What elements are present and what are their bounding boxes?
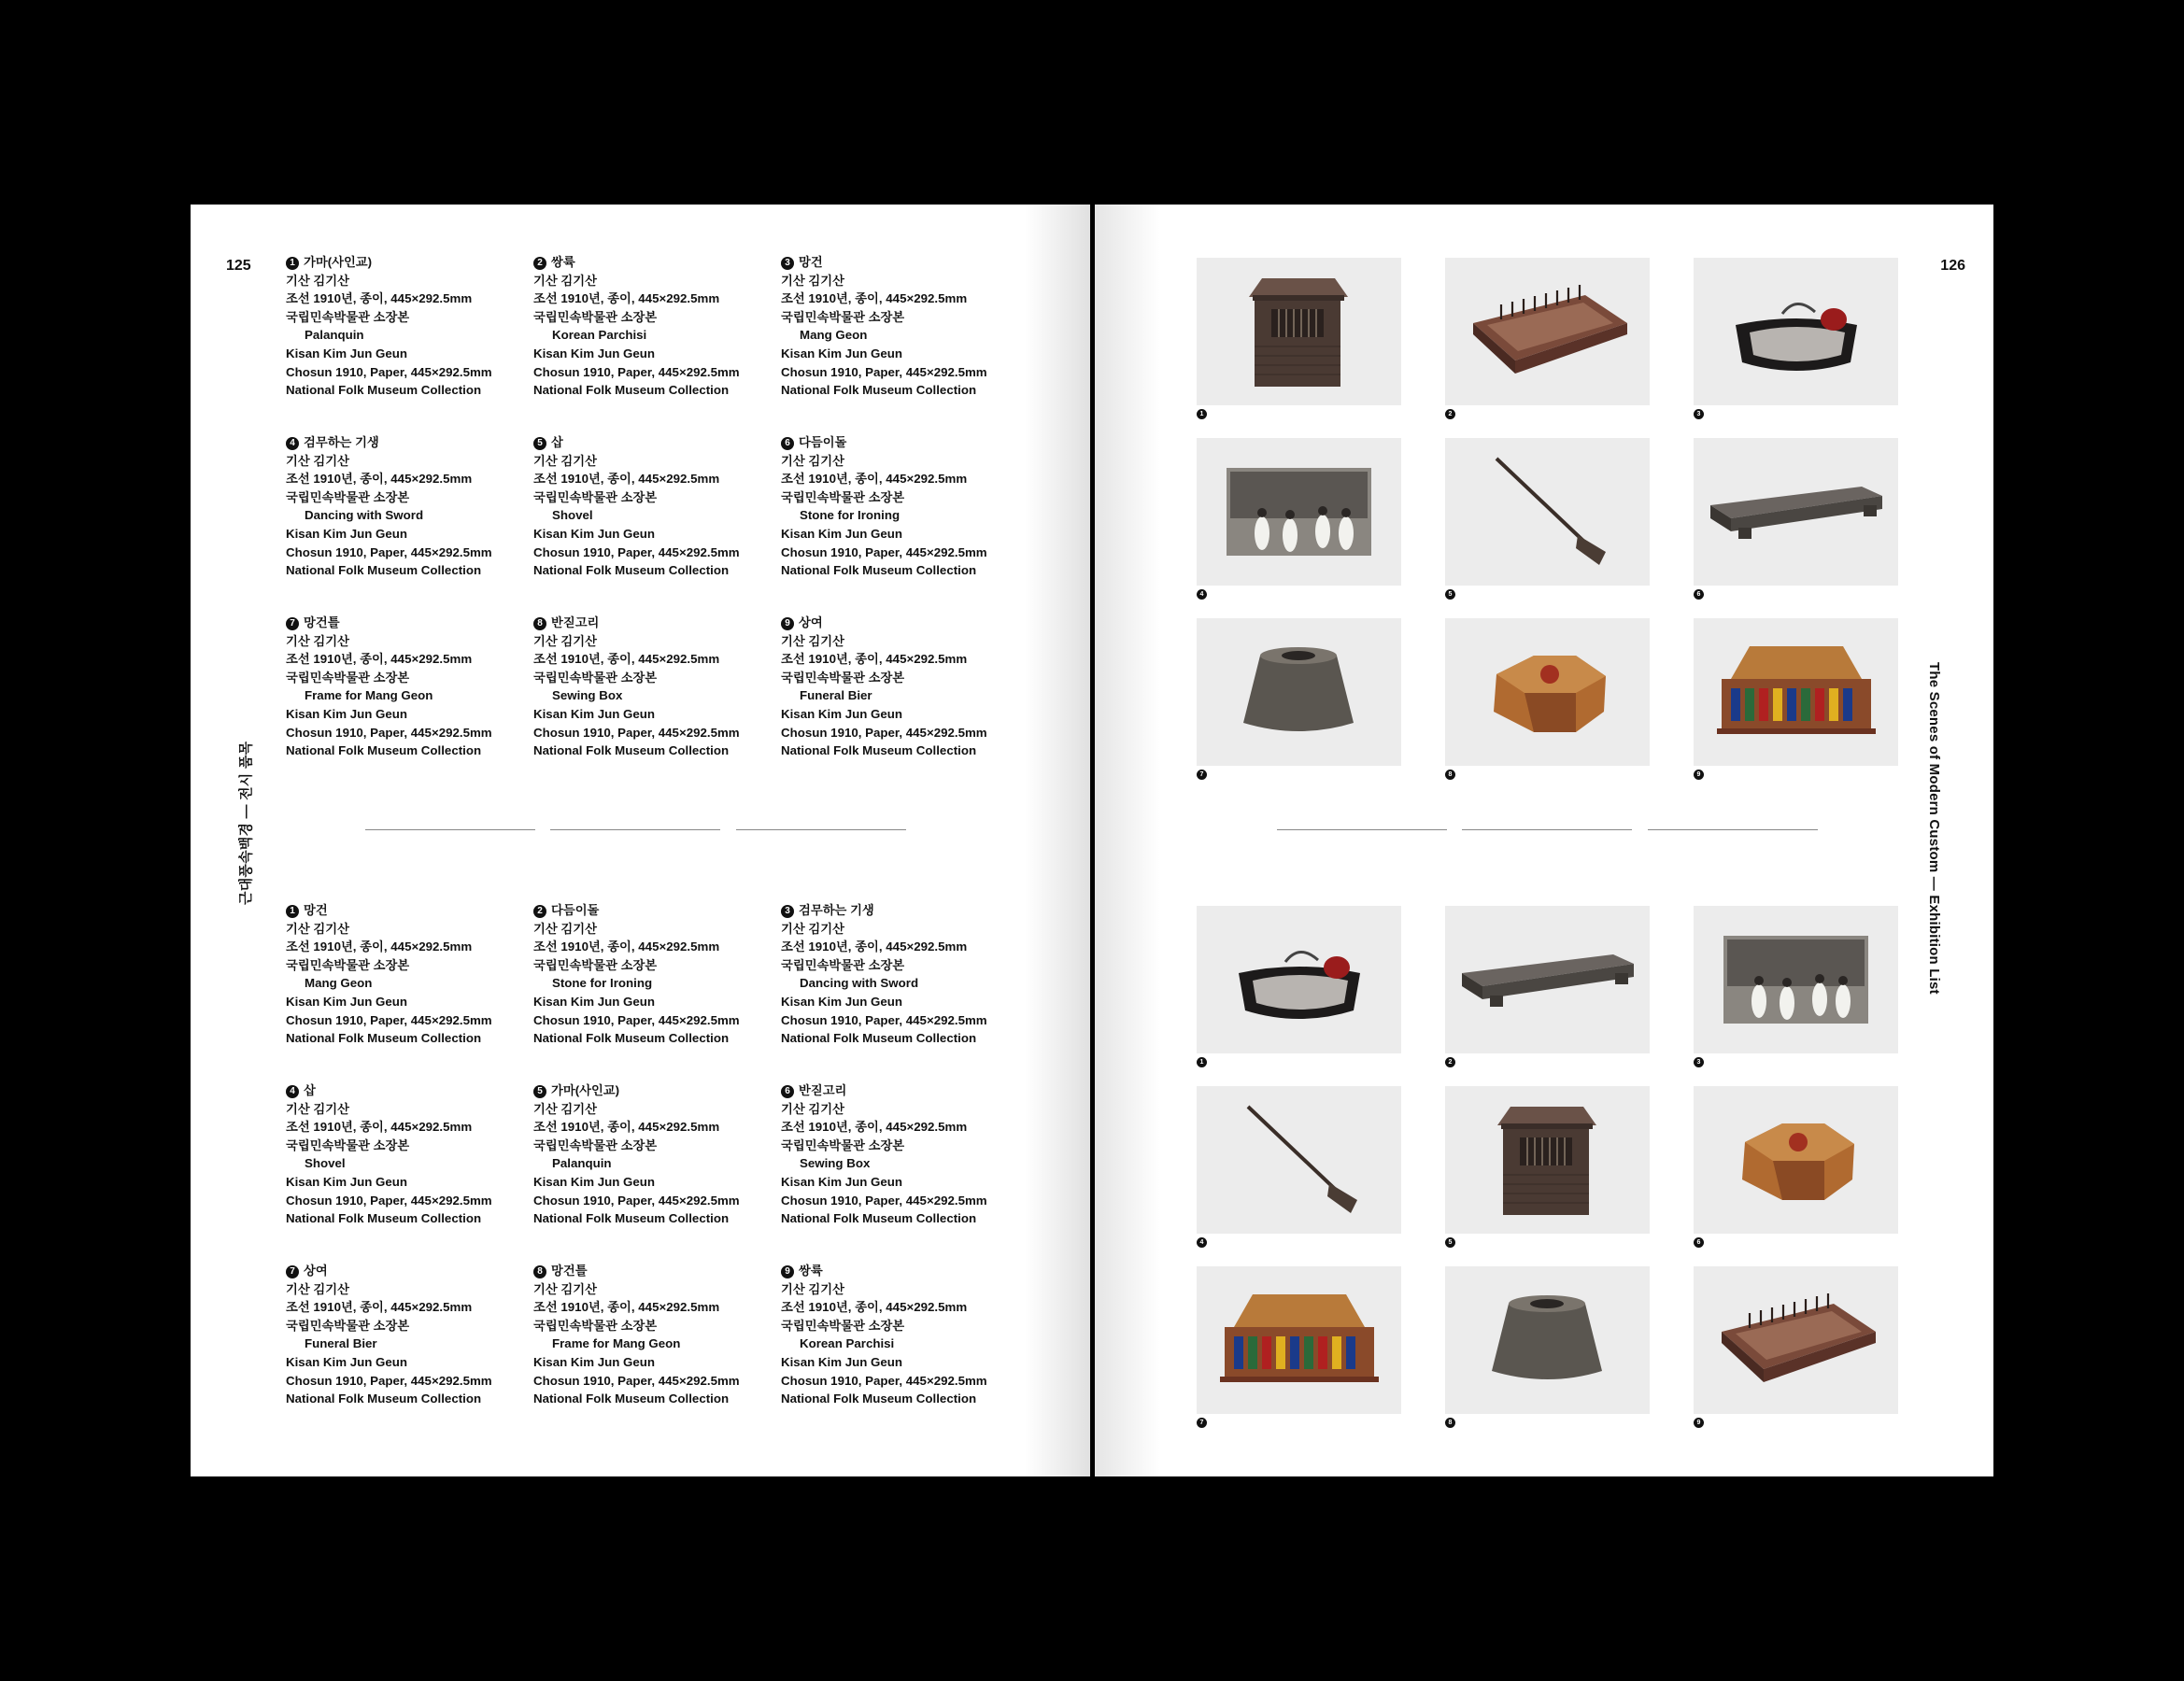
entry-meta-en: Chosun 1910, Paper, 445×292.5mm bbox=[286, 1193, 492, 1208]
shovel-image bbox=[1197, 1086, 1401, 1234]
entry-collection-ko: 국립민속박물관 소장본 bbox=[533, 489, 658, 504]
entry-author-en: Kisan Kim Jun Geun bbox=[286, 994, 408, 1009]
left-page bbox=[191, 205, 1090, 1476]
entry-collection-ko: 국립민속박물관 소장본 bbox=[533, 670, 658, 685]
thumbnail-number: 9 bbox=[1694, 770, 1704, 780]
entry-author-en: Kisan Kim Jun Geun bbox=[286, 1174, 408, 1189]
entry-title-line bbox=[781, 433, 1014, 452]
entry-title-ko: 망건틀 bbox=[304, 615, 340, 629]
entry-meta-en: Chosun 1910, Paper, 445×292.5mm bbox=[533, 725, 740, 740]
entry-title-en: Korean Parchisi bbox=[800, 1336, 895, 1351]
entry-meta-en: Chosun 1910, Paper, 445×292.5mm bbox=[533, 1012, 740, 1027]
entry-meta-en: Chosun 1910, Paper, 445×292.5mm bbox=[781, 1012, 987, 1027]
entry-meta-ko: 조선 1910년, 종이, 445×292.5mm bbox=[781, 1120, 968, 1135]
entry-meta-ko: 조선 1910년, 종이, 445×292.5mm bbox=[286, 472, 473, 487]
entry-meta-ko: 조선 1910년, 종이, 445×292.5mm bbox=[781, 939, 968, 954]
number-badge: 1 bbox=[286, 257, 299, 270]
entry-title-ko: 상여 bbox=[304, 1264, 328, 1278]
entry-author-ko: 기산 김기산 bbox=[781, 1281, 844, 1296]
entry-title-line bbox=[533, 1262, 767, 1280]
entry-meta-ko: 조선 1910년, 종이, 445×292.5mm bbox=[533, 472, 720, 487]
entry-collection-ko: 국립민속박물관 소장본 bbox=[286, 957, 410, 972]
sewing-box-image bbox=[1694, 1086, 1898, 1234]
running-title: 근대풍속백경 — 전시 품목 bbox=[238, 741, 254, 905]
divider-rule bbox=[1648, 829, 1818, 830]
entry-title-en: Mang Geon bbox=[305, 976, 373, 991]
entry-title-line bbox=[286, 433, 519, 452]
divider-rule bbox=[736, 829, 906, 830]
number-badge: 3 bbox=[781, 257, 794, 270]
entry-author-ko: 기산 김기산 bbox=[781, 453, 844, 468]
entry-collection-ko: 국립민속박물관 소장본 bbox=[781, 1318, 905, 1333]
entry-collection-en: National Folk Museum Collection bbox=[286, 1031, 482, 1046]
entry-title-ko: 가마(사인교) bbox=[551, 1083, 620, 1097]
entry-title-ko: 반짇고리 bbox=[799, 1083, 847, 1097]
thumbnail-number: 2 bbox=[1445, 1057, 1455, 1067]
manggeon-frame-image bbox=[1445, 1266, 1650, 1414]
entry-author-en: Kisan Kim Jun Geun bbox=[533, 346, 656, 360]
entry-title-line bbox=[286, 614, 519, 632]
entry-title-en: Dancing with Sword bbox=[800, 976, 919, 991]
entry-title-en: Shovel bbox=[305, 1156, 346, 1171]
entry-collection-en: National Folk Museum Collection bbox=[781, 563, 977, 578]
manggeon-frame-image bbox=[1197, 618, 1401, 766]
entry-title-ko: 검무하는 기생 bbox=[799, 903, 874, 917]
entry-title-en: Stone for Ironing bbox=[800, 508, 901, 523]
entry-collection-en: National Folk Museum Collection bbox=[533, 383, 730, 398]
entry-collection-en: National Folk Museum Collection bbox=[781, 383, 977, 398]
thumbnail-manggeon-frame bbox=[1445, 1266, 1650, 1414]
thumbnail-number: 1 bbox=[1197, 409, 1207, 419]
thumbnail-funeral-bier bbox=[1197, 1266, 1401, 1414]
entry-collection-en: National Folk Museum Collection bbox=[286, 383, 482, 398]
entry-title-ko: 다듬이돌 bbox=[551, 903, 600, 917]
thumbnail-number: 8 bbox=[1445, 770, 1455, 780]
thumbnail-funeral-bier bbox=[1694, 618, 1898, 766]
thumbnail-manggeon-frame bbox=[1197, 618, 1401, 766]
entry-collection-ko: 국립민속박물관 소장본 bbox=[533, 1137, 658, 1152]
entry-collection-en: National Folk Museum Collection bbox=[286, 1211, 482, 1226]
entry-author-ko: 기산 김기산 bbox=[533, 1101, 597, 1116]
number-badge: 7 bbox=[286, 617, 299, 630]
number-badge: 5 bbox=[533, 1085, 546, 1098]
entry-meta-ko: 조선 1910년, 종이, 445×292.5mm bbox=[533, 939, 720, 954]
entry-title-en: Frame for Mang Geon bbox=[552, 1336, 681, 1351]
entry-author-en: Kisan Kim Jun Geun bbox=[533, 994, 656, 1009]
entry-meta-en: Chosun 1910, Paper, 445×292.5mm bbox=[286, 364, 492, 379]
entry-meta-en: Chosun 1910, Paper, 445×292.5mm bbox=[781, 725, 987, 740]
exhibit-entry bbox=[286, 433, 519, 580]
exhibit-entry bbox=[533, 253, 767, 400]
entry-title-ko: 가마(사인교) bbox=[304, 255, 373, 269]
dancers-photo-image bbox=[1197, 438, 1401, 586]
running-title: The Scenes of Modern Custom — Exhibition List bbox=[1926, 662, 1942, 995]
entry-collection-ko: 국립민속박물관 소장본 bbox=[286, 489, 410, 504]
thumbnail-ironing-stone bbox=[1694, 438, 1898, 586]
entry-title-ko: 검무하는 기생 bbox=[304, 435, 379, 449]
entry-title-ko: 상여 bbox=[799, 615, 823, 629]
shovel-image bbox=[1445, 438, 1650, 586]
exhibit-entry bbox=[781, 1081, 1014, 1228]
thumbnail-dancers-photo bbox=[1197, 438, 1401, 586]
entry-author-en: Kisan Kim Jun Geun bbox=[286, 706, 408, 721]
entry-title-ko: 망건틀 bbox=[551, 1264, 588, 1278]
entry-author-ko: 기산 김기산 bbox=[533, 273, 597, 288]
exhibit-entry bbox=[286, 1262, 519, 1408]
entry-collection-en: National Folk Museum Collection bbox=[286, 1391, 482, 1406]
entry-author-ko: 기산 김기산 bbox=[533, 453, 597, 468]
entry-title-line bbox=[781, 1081, 1014, 1100]
entry-meta-en: Chosun 1910, Paper, 445×292.5mm bbox=[781, 544, 987, 559]
entry-author-en: Kisan Kim Jun Geun bbox=[286, 526, 408, 541]
entry-title-line bbox=[286, 901, 519, 920]
entry-collection-ko: 국립민속박물관 소장본 bbox=[781, 670, 905, 685]
palanquin-image bbox=[1197, 258, 1401, 405]
thumbnail-number: 5 bbox=[1445, 589, 1455, 600]
entry-author-en: Kisan Kim Jun Geun bbox=[781, 1354, 903, 1369]
entry-meta-en: Chosun 1910, Paper, 445×292.5mm bbox=[286, 725, 492, 740]
entry-author-ko: 기산 김기산 bbox=[781, 273, 844, 288]
number-badge: 6 bbox=[781, 1085, 794, 1098]
entry-collection-en: National Folk Museum Collection bbox=[781, 1211, 977, 1226]
entry-collection-ko: 국립민속박물관 소장본 bbox=[286, 1137, 410, 1152]
exhibit-entry bbox=[533, 1081, 767, 1228]
entry-author-ko: 기산 김기산 bbox=[286, 273, 349, 288]
entry-author-en: Kisan Kim Jun Geun bbox=[533, 526, 656, 541]
thumbnail-number: 5 bbox=[1445, 1237, 1455, 1248]
entry-title-line bbox=[286, 253, 519, 272]
number-badge: 2 bbox=[533, 257, 546, 270]
sewing-box-image bbox=[1445, 618, 1650, 766]
parchisi-image bbox=[1694, 1266, 1898, 1414]
thumbnail-manggeon bbox=[1694, 258, 1898, 405]
number-badge: 4 bbox=[286, 437, 299, 450]
entry-meta-en: Chosun 1910, Paper, 445×292.5mm bbox=[533, 1373, 740, 1388]
entry-title-ko: 반짇고리 bbox=[551, 615, 600, 629]
entry-author-en: Kisan Kim Jun Geun bbox=[533, 706, 656, 721]
thumbnail-shovel bbox=[1445, 438, 1650, 586]
thumbnail-parchisi bbox=[1694, 1266, 1898, 1414]
entry-title-line bbox=[781, 901, 1014, 920]
entry-title-line bbox=[533, 901, 767, 920]
parchisi-image bbox=[1445, 258, 1650, 405]
entry-author-ko: 기산 김기산 bbox=[781, 633, 844, 648]
thumbnail-number: 7 bbox=[1197, 770, 1207, 780]
entry-author-ko: 기산 김기산 bbox=[533, 1281, 597, 1296]
thumbnail-number: 6 bbox=[1694, 589, 1704, 600]
funeral-bier-image bbox=[1197, 1266, 1401, 1414]
entry-title-line bbox=[781, 253, 1014, 272]
entry-collection-ko: 국립민속박물관 소장본 bbox=[781, 309, 905, 324]
divider-rule bbox=[1277, 829, 1447, 830]
entry-author-en: Kisan Kim Jun Geun bbox=[533, 1354, 656, 1369]
entry-title-line bbox=[286, 1081, 519, 1100]
entry-author-ko: 기산 김기산 bbox=[286, 1281, 349, 1296]
entry-title-line bbox=[533, 253, 767, 272]
entry-title-ko: 삽 bbox=[304, 1083, 316, 1097]
entry-title-en: Palanquin bbox=[552, 1156, 612, 1171]
entry-collection-ko: 국립민속박물관 소장본 bbox=[286, 670, 410, 685]
entry-meta-en: Chosun 1910, Paper, 445×292.5mm bbox=[781, 1193, 987, 1208]
entry-title-line bbox=[533, 433, 767, 452]
entry-meta-ko: 조선 1910년, 종이, 445×292.5mm bbox=[286, 652, 473, 667]
exhibit-entry bbox=[286, 614, 519, 760]
number-badge: 9 bbox=[781, 1265, 794, 1278]
entry-title-en: Palanquin bbox=[305, 328, 364, 343]
entry-meta-ko: 조선 1910년, 종이, 445×292.5mm bbox=[286, 291, 473, 306]
entry-meta-ko: 조선 1910년, 종이, 445×292.5mm bbox=[781, 291, 968, 306]
exhibit-entry bbox=[286, 901, 519, 1048]
entry-title-ko: 쌍륙 bbox=[799, 1264, 823, 1278]
thumbnail-number: 7 bbox=[1197, 1418, 1207, 1428]
divider-rule bbox=[1462, 829, 1632, 830]
entry-title-en: Funeral Bier bbox=[305, 1336, 377, 1351]
thumbnail-palanquin bbox=[1445, 1086, 1650, 1234]
exhibit-entry bbox=[533, 1262, 767, 1408]
thumbnail-manggeon bbox=[1197, 906, 1401, 1053]
entry-author-en: Kisan Kim Jun Geun bbox=[286, 346, 408, 360]
exhibit-entry bbox=[533, 433, 767, 580]
entry-collection-ko: 국립민속박물관 소장본 bbox=[533, 1318, 658, 1333]
funeral-bier-image bbox=[1694, 618, 1898, 766]
number-badge: 8 bbox=[533, 617, 546, 630]
entry-meta-ko: 조선 1910년, 종이, 445×292.5mm bbox=[781, 472, 968, 487]
entry-collection-ko: 국립민속박물관 소장본 bbox=[286, 1318, 410, 1333]
entry-collection-ko: 국립민속박물관 소장본 bbox=[533, 309, 658, 324]
thumbnail-number: 1 bbox=[1197, 1057, 1207, 1067]
entry-meta-ko: 조선 1910년, 종이, 445×292.5mm bbox=[286, 1300, 473, 1315]
entry-author-en: Kisan Kim Jun Geun bbox=[781, 526, 903, 541]
entry-title-line bbox=[781, 614, 1014, 632]
right-page bbox=[1095, 205, 1993, 1476]
entry-author-en: Kisan Kim Jun Geun bbox=[286, 1354, 408, 1369]
thumbnail-number: 6 bbox=[1694, 1237, 1704, 1248]
exhibit-entry bbox=[533, 614, 767, 760]
ironing-stone-image bbox=[1445, 906, 1650, 1053]
palanquin-image bbox=[1445, 1086, 1650, 1234]
entry-meta-ko: 조선 1910년, 종이, 445×292.5mm bbox=[533, 291, 720, 306]
entry-meta-ko: 조선 1910년, 종이, 445×292.5mm bbox=[286, 1120, 473, 1135]
entry-author-ko: 기산 김기산 bbox=[781, 921, 844, 936]
entry-title-en: Mang Geon bbox=[800, 328, 868, 343]
dancers-photo-image bbox=[1694, 906, 1898, 1053]
number-badge: 9 bbox=[781, 617, 794, 630]
thumbnail-ironing-stone bbox=[1445, 906, 1650, 1053]
entry-author-en: Kisan Kim Jun Geun bbox=[781, 346, 903, 360]
number-badge: 3 bbox=[781, 905, 794, 918]
thumbnail-sewing-box bbox=[1694, 1086, 1898, 1234]
entry-author-en: Kisan Kim Jun Geun bbox=[781, 1174, 903, 1189]
entry-author-ko: 기산 김기산 bbox=[286, 921, 349, 936]
entry-title-line bbox=[781, 1262, 1014, 1280]
entry-collection-en: National Folk Museum Collection bbox=[533, 1031, 730, 1046]
number-badge: 4 bbox=[286, 1085, 299, 1098]
number-badge: 7 bbox=[286, 1265, 299, 1278]
entry-title-line bbox=[533, 1081, 767, 1100]
entry-title-line bbox=[286, 1262, 519, 1280]
entry-title-en: Funeral Bier bbox=[800, 688, 872, 703]
thumbnail-number: 8 bbox=[1445, 1418, 1455, 1428]
exhibit-entry bbox=[781, 901, 1014, 1048]
thumbnail-dancers-photo bbox=[1694, 906, 1898, 1053]
entry-collection-ko: 국립민속박물관 소장본 bbox=[286, 309, 410, 324]
page-number: 125 bbox=[226, 258, 251, 274]
number-badge: 6 bbox=[781, 437, 794, 450]
entry-meta-en: Chosun 1910, Paper, 445×292.5mm bbox=[286, 1012, 492, 1027]
thumbnail-palanquin bbox=[1197, 258, 1401, 405]
thumbnail-number: 4 bbox=[1197, 589, 1207, 600]
entry-author-en: Kisan Kim Jun Geun bbox=[781, 994, 903, 1009]
thumbnail-parchisi bbox=[1445, 258, 1650, 405]
entry-title-en: Stone for Ironing bbox=[552, 976, 653, 991]
divider-rule bbox=[550, 829, 720, 830]
entry-title-en: Dancing with Sword bbox=[305, 508, 424, 523]
entry-meta-en: Chosun 1910, Paper, 445×292.5mm bbox=[781, 364, 987, 379]
entry-meta-en: Chosun 1910, Paper, 445×292.5mm bbox=[533, 1193, 740, 1208]
entry-collection-ko: 국립민속박물관 소장본 bbox=[781, 1137, 905, 1152]
entry-title-ko: 망건 bbox=[304, 903, 328, 917]
entry-meta-en: Chosun 1910, Paper, 445×292.5mm bbox=[286, 544, 492, 559]
number-badge: 2 bbox=[533, 905, 546, 918]
entry-meta-en: Chosun 1910, Paper, 445×292.5mm bbox=[533, 364, 740, 379]
exhibit-entry bbox=[781, 253, 1014, 400]
thumbnail-number: 4 bbox=[1197, 1237, 1207, 1248]
manggeon-image bbox=[1694, 258, 1898, 405]
entry-collection-en: National Folk Museum Collection bbox=[286, 743, 482, 758]
entry-title-en: Sewing Box bbox=[800, 1156, 871, 1171]
entry-meta-ko: 조선 1910년, 종이, 445×292.5mm bbox=[533, 652, 720, 667]
ironing-stone-image bbox=[1694, 438, 1898, 586]
entry-author-ko: 기산 김기산 bbox=[286, 633, 349, 648]
entry-author-en: Kisan Kim Jun Geun bbox=[533, 1174, 656, 1189]
thumbnail-number: 2 bbox=[1445, 409, 1455, 419]
entry-collection-ko: 국립민속박물관 소장본 bbox=[533, 957, 658, 972]
entry-author-ko: 기산 김기산 bbox=[533, 921, 597, 936]
exhibit-entry bbox=[286, 1081, 519, 1228]
entry-collection-en: National Folk Museum Collection bbox=[533, 563, 730, 578]
entry-title-ko: 망건 bbox=[799, 255, 823, 269]
number-badge: 8 bbox=[533, 1265, 546, 1278]
gutter-shadow bbox=[1095, 205, 1160, 1476]
thumbnail-shovel bbox=[1197, 1086, 1401, 1234]
entry-collection-en: National Folk Museum Collection bbox=[781, 1391, 977, 1406]
entry-title-ko: 삽 bbox=[551, 435, 563, 449]
entry-meta-ko: 조선 1910년, 종이, 445×292.5mm bbox=[781, 1300, 968, 1315]
number-badge: 5 bbox=[533, 437, 546, 450]
entry-author-ko: 기산 김기산 bbox=[781, 1101, 844, 1116]
entry-title-en: Sewing Box bbox=[552, 688, 623, 703]
entry-meta-ko: 조선 1910년, 종이, 445×292.5mm bbox=[781, 652, 968, 667]
entry-meta-en: Chosun 1910, Paper, 445×292.5mm bbox=[781, 1373, 987, 1388]
entry-author-en: Kisan Kim Jun Geun bbox=[781, 706, 903, 721]
entry-author-ko: 기산 김기산 bbox=[286, 1101, 349, 1116]
entry-collection-en: National Folk Museum Collection bbox=[286, 563, 482, 578]
entry-title-line bbox=[533, 614, 767, 632]
manggeon-image bbox=[1197, 906, 1401, 1053]
exhibit-entry bbox=[533, 901, 767, 1048]
entry-collection-en: National Folk Museum Collection bbox=[781, 1031, 977, 1046]
entry-collection-ko: 국립민속박물관 소장본 bbox=[781, 489, 905, 504]
entry-title-en: Shovel bbox=[552, 508, 593, 523]
entry-title-en: Frame for Mang Geon bbox=[305, 688, 433, 703]
exhibit-entry bbox=[781, 1262, 1014, 1408]
entry-collection-en: National Folk Museum Collection bbox=[533, 1391, 730, 1406]
entry-meta-en: Chosun 1910, Paper, 445×292.5mm bbox=[286, 1373, 492, 1388]
thumbnail-number: 3 bbox=[1694, 409, 1704, 419]
divider-rule bbox=[365, 829, 535, 830]
entry-meta-ko: 조선 1910년, 종이, 445×292.5mm bbox=[286, 939, 473, 954]
entry-collection-en: National Folk Museum Collection bbox=[533, 1211, 730, 1226]
exhibit-entry bbox=[781, 433, 1014, 580]
entry-meta-ko: 조선 1910년, 종이, 445×292.5mm bbox=[533, 1300, 720, 1315]
number-badge: 1 bbox=[286, 905, 299, 918]
thumbnail-number: 3 bbox=[1694, 1057, 1704, 1067]
entry-meta-ko: 조선 1910년, 종이, 445×292.5mm bbox=[533, 1120, 720, 1135]
page-number: 126 bbox=[1940, 258, 1965, 274]
entry-meta-en: Chosun 1910, Paper, 445×292.5mm bbox=[533, 544, 740, 559]
entry-title-en: Korean Parchisi bbox=[552, 328, 647, 343]
exhibit-entry bbox=[781, 614, 1014, 760]
entry-author-ko: 기산 김기산 bbox=[533, 633, 597, 648]
thumbnail-number: 9 bbox=[1694, 1418, 1704, 1428]
thumbnail-sewing-box bbox=[1445, 618, 1650, 766]
exhibit-entry bbox=[286, 253, 519, 400]
entry-title-ko: 쌍륙 bbox=[551, 255, 575, 269]
entry-author-ko: 기산 김기산 bbox=[286, 453, 349, 468]
entry-title-ko: 다듬이돌 bbox=[799, 435, 847, 449]
gutter-shadow bbox=[1025, 205, 1090, 1476]
entry-collection-en: National Folk Museum Collection bbox=[781, 743, 977, 758]
entry-collection-ko: 국립민속박물관 소장본 bbox=[781, 957, 905, 972]
entry-collection-en: National Folk Museum Collection bbox=[533, 743, 730, 758]
